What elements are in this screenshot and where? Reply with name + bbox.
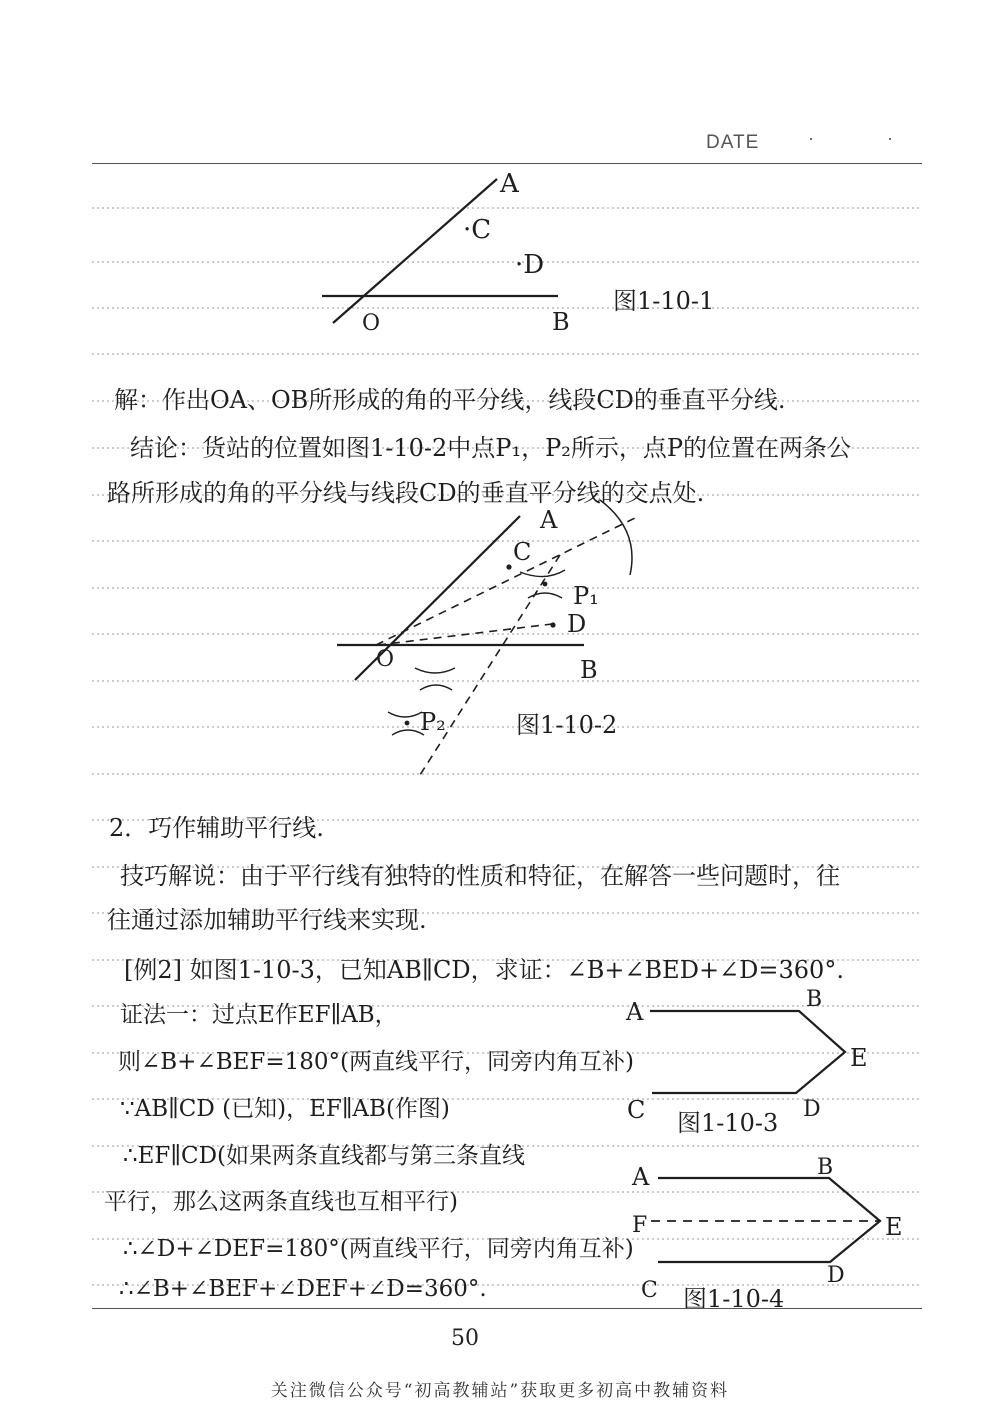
proof-line-4: ∴EF∥CD(如果两条直线都与第三条直线 xyxy=(123,1143,526,1169)
solution-line-1: 解：作出OA、OB所形成的角的平分线，线段CD的垂直平分线. xyxy=(114,386,786,414)
fig4-label-e: E xyxy=(885,1213,903,1241)
proof-line-2: 则∠B+∠BEF=180°(两直线平行，同旁内角互补) xyxy=(118,1049,634,1075)
solution-line-2: 结论：货站的位置如图1-10-2中点P₁，P₂所示，点P的位置在两条公 xyxy=(130,434,851,462)
proof-line-6: ∴∠D+∠DEF=180°(两直线平行，同旁内角互补) xyxy=(123,1236,634,1262)
page-number: 50 xyxy=(451,1326,479,1351)
section-2-intro-2: 往通过添加辅助平行线来实现. xyxy=(107,906,427,934)
fig1-caption: 图1-10-1 xyxy=(613,287,715,315)
footer-rule xyxy=(92,1308,922,1309)
fig2-label-d: D xyxy=(567,610,587,638)
fig4-label-f: F xyxy=(632,1213,648,1238)
fig3-caption: 图1-10-3 xyxy=(677,1109,779,1137)
fig1-label-o: O xyxy=(362,311,381,336)
fig3-label-a: A xyxy=(626,998,644,1026)
date-label: DATE xyxy=(706,132,760,153)
proof-line-7: ∴∠B+∠BEF+∠DEF+∠D=360°. xyxy=(119,1276,487,1302)
proof-line-1: 证法一：过点E作EF∥AB， xyxy=(120,1002,398,1028)
fig3-label-d: D xyxy=(803,1097,821,1122)
fig1-label-a: A xyxy=(500,169,519,199)
date-dots: · · xyxy=(808,128,927,148)
fig2-caption: 图1-10-2 xyxy=(516,711,618,739)
fig1-label-b: B xyxy=(552,308,570,336)
proof-line-3: ∵AB∥CD (已知)，EF∥AB(作图) xyxy=(120,1096,450,1122)
example-2: [例2] 如图1-10-3，已知AB∥CD，求证：∠B+∠BED+∠D=360°. xyxy=(124,956,844,984)
fig2-label-o: O xyxy=(376,647,395,672)
footer-note: 关注微信公众号“初高教辅站”获取更多初高中教辅资料 xyxy=(270,1381,730,1401)
section-2-intro-1: 技巧解说：由于平行线有独特的性质和特征，在解答一些问题时，往 xyxy=(120,862,840,890)
fig2-label-p2: P₂ xyxy=(420,708,446,736)
fig4-label-d: D xyxy=(827,1263,845,1288)
fig3-label-b: B xyxy=(806,987,823,1012)
fig3-label-e: E xyxy=(850,1044,868,1072)
fig2-label-b: B xyxy=(580,656,598,684)
fig1-label-c: ·C xyxy=(463,215,492,245)
bent-line-bed-2 xyxy=(658,1178,880,1262)
fig1-label-d: ·D xyxy=(515,250,545,280)
fig3-label-c: C xyxy=(627,1096,646,1124)
fig4-caption: 图1-10-4 xyxy=(683,1285,785,1313)
solution-line-3: 路所形成的角的平分线与线段CD的垂直平分线的交点处. xyxy=(107,479,705,507)
fig4-label-b: B xyxy=(817,1155,834,1180)
fig2-label-c: C xyxy=(513,538,532,566)
proof-line-5: 平行，那么这两条直线也互相平行) xyxy=(104,1189,458,1215)
fig4-label-c: C xyxy=(641,1278,658,1303)
fig4-label-a: A xyxy=(632,1163,650,1191)
fig2-label-p1: P₁ xyxy=(573,582,599,610)
section-2-title: 2．巧作辅助平行线. xyxy=(109,814,324,842)
fig2-label-a: A xyxy=(540,506,558,534)
